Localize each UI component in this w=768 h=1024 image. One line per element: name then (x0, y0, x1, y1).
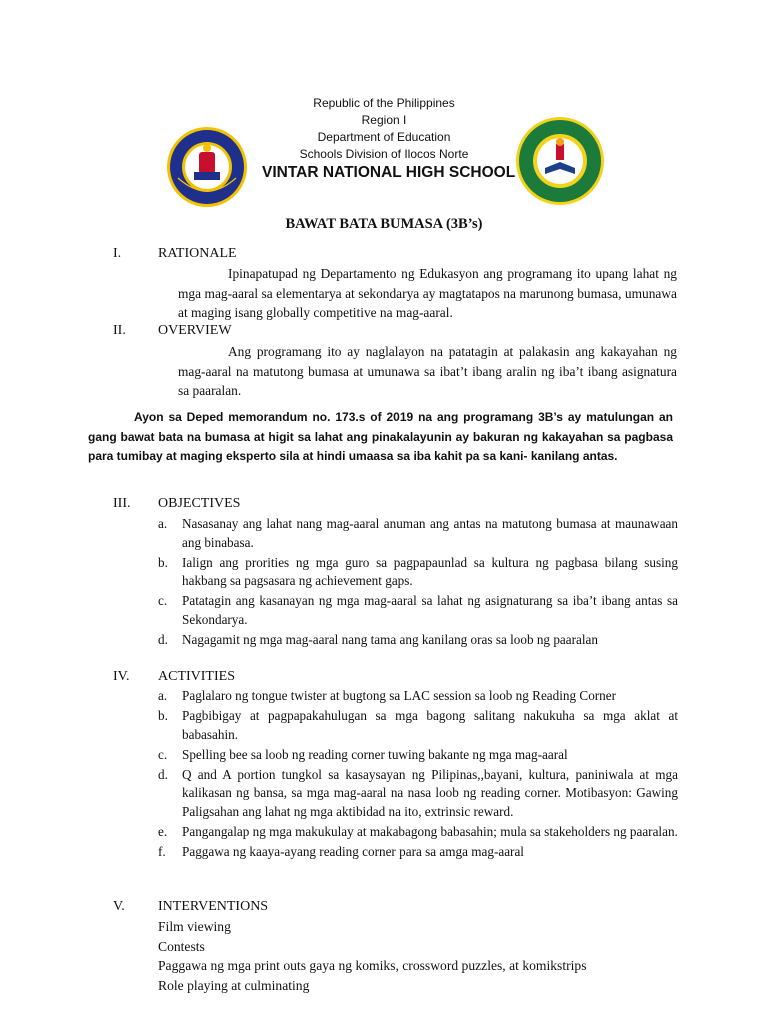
list-item-letter: d. (158, 766, 168, 782)
list-item-letter: d. (158, 631, 168, 647)
list-item-text: Pagbibigay at pagpapakahulugan sa mga bagong salitang nakukuha sa mga aklat at babasahin. (182, 708, 678, 742)
list-item-text: Patatagin ang kasanayan ng mga mag-aaral sa lahat ng asignaturang sa iba’t ibang antas sa Sekondarya. (182, 593, 678, 627)
header-line-republic: Republic of the Philippines (313, 96, 455, 110)
section-number-rationale: I. (113, 246, 122, 261)
section-heading-activities: ACTIVITIES (158, 669, 235, 684)
list-item (158, 766, 678, 822)
list-item-text: Paggawa ng kaaya-ayang reading corner para sa amga mag-aaral (182, 843, 524, 859)
objectives-list (158, 515, 678, 651)
list-item-letter: a. (158, 516, 168, 531)
list-item: Role playing at culminating (158, 977, 310, 993)
section-heading-interventions: INTERVENTIONS (158, 899, 269, 914)
list-item (158, 592, 678, 629)
list-item-letter: b. (158, 708, 168, 723)
list-item-text: Nagagamit ng mga mag-aaral nang tama ang kanilang oras sa loob ng paaralan (182, 631, 598, 647)
list-item (158, 515, 678, 552)
header-line-region: Region I (361, 113, 407, 127)
list-item-text: Pangangalap ng mga makukulay at makabagong babasahin; mula sa stakeholders ng paaralan. (182, 823, 678, 839)
list-item: Film viewing (158, 919, 231, 934)
section-number-activities: IV. (113, 669, 130, 684)
list-item (158, 687, 678, 706)
list-item-letter: c. (158, 593, 168, 608)
list-item-text: Spelling bee sa loob ng reading corner tuwing bakante ng mga mag-aaral (182, 746, 568, 762)
section-number-interventions: V. (113, 899, 125, 914)
document-title: BAWAT BATA BUMASA (3B’s) (285, 216, 483, 232)
section-number-objectives: III. (113, 496, 131, 511)
section-heading-objectives: OBJECTIVES (158, 496, 241, 511)
school-name: VINTAR NATIONAL HIGH SCHOOL (262, 164, 516, 181)
list-item-text: Q and A portion tungkol sa kasaysayan ng Pilipinas,,bayani, kultura, paniniwala at mga kalikasan ng bansa, sa mga mag-aaral na nasa loob ng reading corner. Motibasyon: Gawing Paligsahan ang lahat ng mga aktibidad na ito, extrinsic reward. (182, 766, 678, 819)
memo-paragraph: Ayon sa Deped memorandum no. 173.s of 2019 na ang programang 3B’s ay matulungan an gang bawat bata na bumasa at higit sa lahat ang pinakalayunin ay bakuran ng kakayahan sa pagbasa para tumibay at maging eksperto sila at hindi umaasa sa iba kahit pa sa kani- kanilang antas. (88, 410, 673, 463)
list-item (158, 554, 678, 591)
list-item-text: Nasasanay ang lahat nang mag-aaral anuman ang antas na matutong bumasa at maunawaan ang binabasa. (182, 516, 678, 550)
list-item-letter: f. (158, 843, 166, 859)
interventions-list (158, 917, 587, 995)
activities-list (158, 687, 678, 863)
list-item (158, 631, 678, 650)
list-item (158, 843, 678, 862)
rationale-paragraph: Ipinapatupad ng Departamento ng Edukasyon ang programang ito upang lahat ng mga mag-aaral sa elementarya at sekondarya ay magtatapos na marunong bumasa, umunawa at maging isang globally competitive na mag-aaral. (178, 266, 677, 320)
header-line-division: Schools Division of Ilocos Norte (299, 147, 469, 161)
list-item-text: Ialign ang prorities ng mga guro sa pagpapaunlad sa kultura ng pagbasa bilang susing hakbang sa pagsasara ng achievement gaps. (182, 554, 678, 588)
list-item: Contests (158, 938, 205, 954)
section-number-overview: II. (113, 323, 126, 338)
section-heading-overview: OVERVIEW (158, 323, 232, 338)
overview-paragraph: Ang programang ito ay naglalayon na patatagin at palakasin ang kakayahan ng mag-aaral na matutong bumasa at umunawa sa ibat’t ibang aralin ng iba’t ibang asignatura sa paaralan. (178, 344, 677, 398)
list-item (158, 823, 678, 842)
list-item-letter: a. (158, 688, 168, 703)
list-item-letter: c. (158, 746, 168, 762)
list-item-letter: b. (158, 554, 168, 570)
header-line-department: Department of Education (317, 130, 451, 144)
list-item-text: Paglalaro ng tongue twister at bugtong sa LAC session sa loob ng Reading Corner (182, 688, 617, 703)
section-heading-rationale: RATIONALE (158, 246, 237, 261)
list-item-letter: e. (158, 823, 168, 839)
list-item (158, 707, 678, 744)
list-item (158, 746, 678, 765)
list-item: Paggawa ng mga print outs gaya ng komiks, crossword puzzles, at komikstrips (158, 958, 587, 973)
